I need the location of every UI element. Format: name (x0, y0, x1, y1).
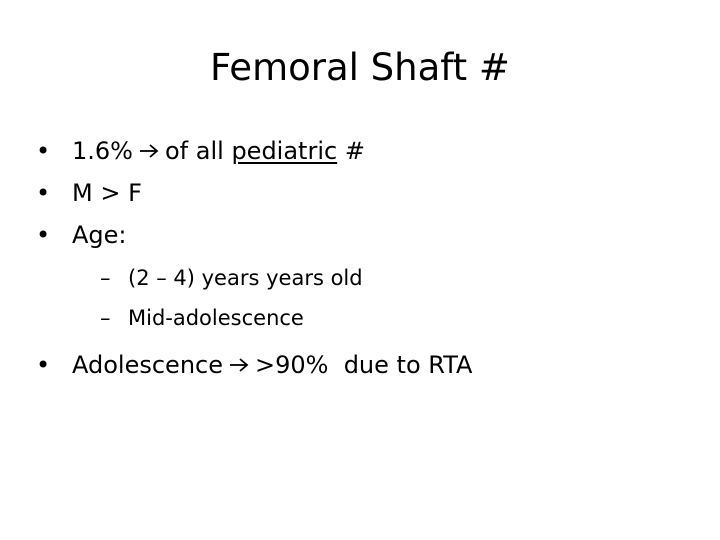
sub-bullet-marker: – (100, 306, 111, 330)
bullet-lead-text: Adolescence (72, 351, 223, 379)
bullet-underlined-text: pediatric (231, 137, 338, 165)
bullet-list (36, 130, 696, 386)
bullet-item-1 (36, 130, 696, 172)
bullet-item-2 (36, 172, 696, 214)
sub-bullet-item-1 (36, 258, 696, 298)
bullet-text: of all (164, 137, 224, 165)
sub-bullet-text: Mid-adolescence (128, 306, 304, 330)
bullet-marker: • (36, 221, 51, 249)
sub-bullet-item-2 (36, 298, 696, 338)
bullet-item-4 (36, 344, 696, 386)
sub-bullet-marker: – (100, 266, 111, 290)
sub-bullet-text: (2 – 4) years years old (128, 266, 363, 290)
bullet-text-tail: # (344, 137, 365, 165)
right-arrow-icon (229, 357, 249, 373)
bullet-text: >90% due to RTA (254, 351, 473, 379)
right-arrow-icon (139, 143, 159, 159)
bullet-lead-text: 1.6% (72, 137, 133, 165)
bullet-marker: • (36, 137, 51, 165)
bullet-text: Age: (72, 221, 127, 249)
slide-title: Femoral Shaft # (210, 46, 510, 89)
bullet-marker: • (36, 351, 51, 379)
bullet-item-3 (36, 214, 696, 256)
bullet-text: M > F (72, 179, 142, 207)
bullet-marker: • (36, 179, 51, 207)
